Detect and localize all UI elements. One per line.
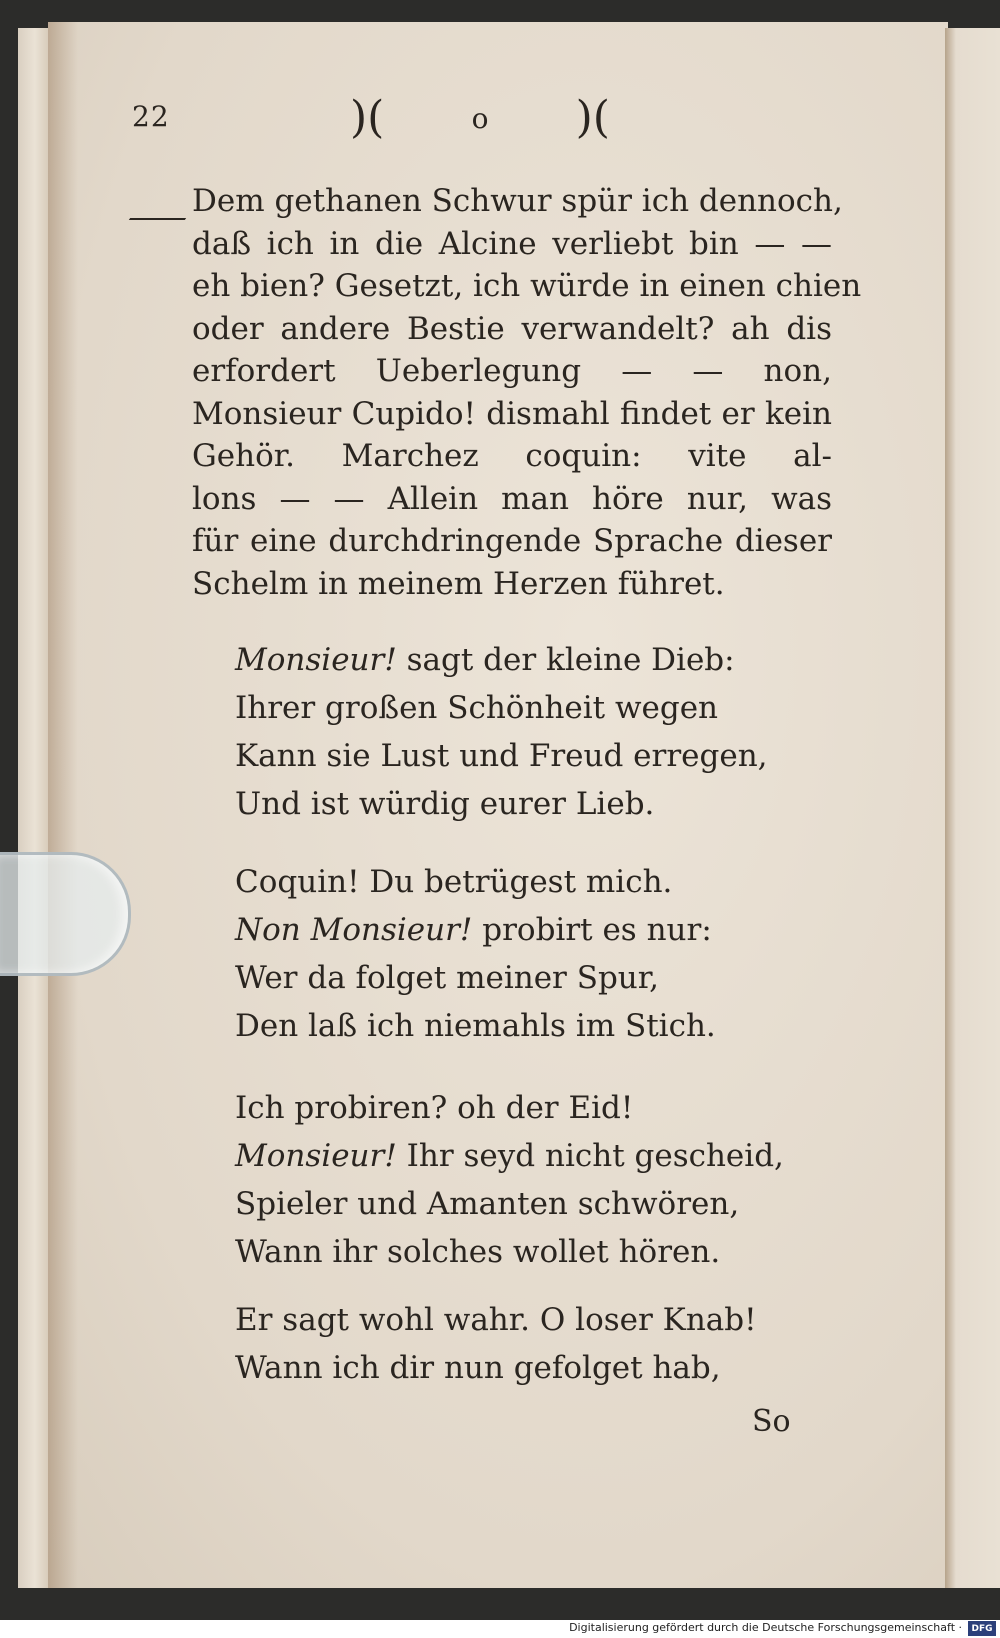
verse-line: Wann ich dir nun gefolget hab, (235, 1350, 721, 1386)
prose-line: für eine durchdringende Sprache dieser (192, 523, 832, 559)
verse-line: Non Monsieur! probirt es nur: (235, 912, 712, 948)
prose-line: eh bien? Gesetzt, ich würde in einen chien (192, 268, 862, 304)
prose-line: Schelm in meinem Herzen führet. (192, 565, 725, 602)
prose-line: oder andere Bestie verwandelt? ah dis (192, 310, 832, 347)
right-page-edge (945, 28, 1000, 1588)
header-ornament (350, 92, 610, 143)
funding-credit: Digitalisierung gefördert durch die Deutsche Forschungsgemeinschaft · (569, 1621, 962, 1634)
page-number: 22 (132, 100, 170, 133)
verse-stanza-3 (235, 1084, 795, 1276)
ornament-left: )( (350, 92, 385, 143)
prose-line: erfordert Ueberlegung — — non, (192, 353, 832, 389)
ornament-right: )( (575, 92, 610, 143)
prose-line: Dem gethanen Schwur spür ich dennoch, (192, 183, 843, 219)
verse-line: Wer da folget meiner Spur, (235, 960, 660, 996)
prose-line: Monsieur Cupido! dismahl findet er kein (192, 395, 832, 432)
prose-paragraph (192, 180, 862, 605)
verse-line: Ich probiren? oh der Eid! (235, 1090, 634, 1126)
verse-stanza-2 (235, 858, 795, 1050)
verse-line: Und ist würdig eurer Lieb. (235, 786, 655, 822)
verse-line: Kann sie Lust und Freud erregen, (235, 738, 768, 774)
verse-line: Er sagt wohl wahr. O loser Knab! (235, 1302, 757, 1338)
verse-line: Ihrer großen Schönheit wegen (235, 690, 719, 726)
prose-line: Gehör. Marchez coquin: vite al- (192, 438, 832, 474)
dfg-logo: DFG (968, 1621, 996, 1636)
prose-line: daß ich in die Alcine verliebt bin — — (192, 225, 832, 262)
verse-line: Spieler und Amanten schwören, (235, 1186, 740, 1222)
gutter-shadow (48, 22, 78, 1588)
verse-stanza-4 (235, 1296, 795, 1392)
verse-line: Den laß ich niemahls im Stich. (235, 1008, 716, 1044)
verse-line: Monsieur! sagt der kleine Dieb: (235, 642, 735, 678)
verse-stanza-1 (235, 636, 795, 828)
verse-line: Coquin! Du betrügest mich. (235, 864, 673, 900)
prose-line: lons — — Allein man höre nur, was (192, 480, 832, 517)
scanner-page-holder (0, 852, 131, 976)
catchword: So (752, 1404, 791, 1439)
verse-line: Monsieur! Ihr seyd nicht gescheid, (235, 1138, 784, 1174)
verse-line: Wann ihr solches wollet hören. (235, 1234, 721, 1270)
ornament-center: o (471, 102, 489, 135)
